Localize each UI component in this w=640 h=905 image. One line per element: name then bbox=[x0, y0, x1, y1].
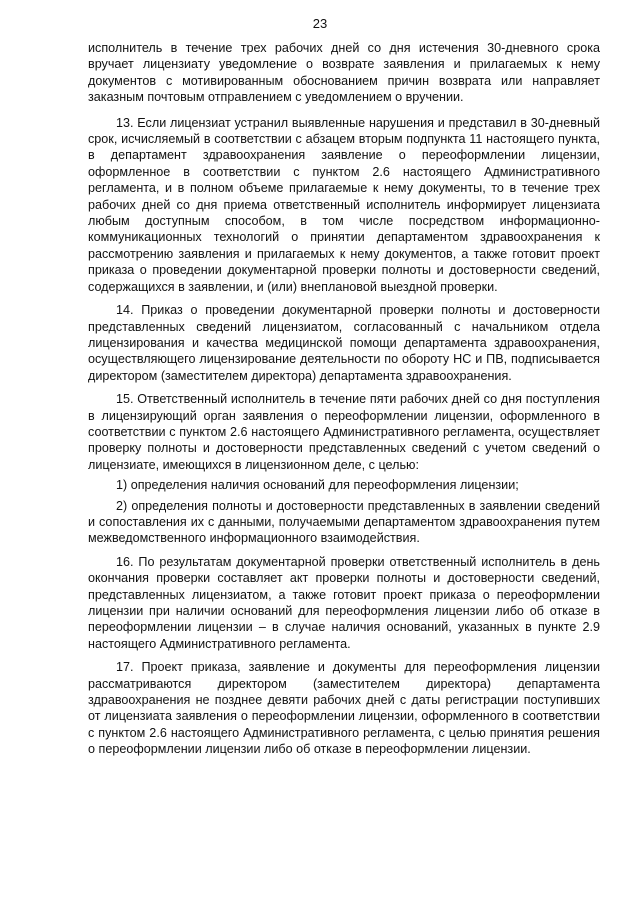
paragraph-14: 14. Приказ о проведении документарной проверки полноты и достоверности представленных сведений лицензиатом, согласованный с начальником отдела лицензирования и качества медицинской помощи департамента здравоохранения, осуществляющего лицензирование деятельности по обороту НС и ПВ, подписывается директором (заместителем директора) департамента здравоохранения. bbox=[88, 303, 600, 383]
page-number: 23 bbox=[312, 16, 328, 31]
paragraph-continuation: исполнитель в течение трех рабочих дней со дня истечения 30-дневного срока вручает лицензиату уведомление о возврате заявления и прилагаемых к нему документов с мотивированным обоснованием причин возврата или направляет заказным почтовым отправлением с уведомлением о вручении. bbox=[88, 41, 600, 105]
paragraph-13: 13. Если лицензиат устранил выявленные нарушения и представил в 30-дневный срок, исчисляемый в соответствии с абзацем вторым подпункта 11 настоящего пункта, в департамент здравоохранения заявление о переоформлении лицензии, оформленное в соответствии с пунктом 2.6 настоящего Административного регламента, и в полном объеме прилагаемые к нему документы, то в течение трех рабочих дней со дня приема ответственный исполнитель информирует лицензиата любым доступным способом, в том числе посредством информационно-коммуникационных технологий о принятии департаментом здравоохранения к рассмотрению заявления и прилагаемых к нему документов, а также готовит проект приказа о проведении документарной проверки полноты и достоверности сведений, содержащихся в заявлении, и (или) внеплановой выездной проверки. bbox=[88, 115, 600, 294]
document-body bbox=[88, 40, 600, 765]
paragraph-16: 16. По результатам документарной проверки ответственный исполнитель в день окончания проверки составляет акт проверки полноты и достоверности сведений, представленных лицензиатом, а также готовит проект приказа о переоформлении лицензии при наличии оснований для переоформления лицензии либо об отказе в переоформлении лицензии – в случае наличия оснований, указанных в пункте 2.9 настоящего Административного регламента. bbox=[88, 554, 600, 651]
list-item-2: 2) определения полноты и достоверности представленных в заявлении сведений и сопоставления их с данными, получаемыми департаментом здравоохранения путем межведомственного информационного взаимодействия. bbox=[88, 498, 600, 546]
list-item-1: 1) определения наличия оснований для переоформления лицензии; bbox=[116, 478, 519, 493]
paragraph-15: 15. Ответственный исполнитель в течение пяти рабочих дней со дня поступления в лицензирующий орган заявления о переоформлении лицензии, оформленного в соответствии с пунктом 2.6 настоящего Административного регламента, осуществляет проверку полноты и достоверности представленных сведений с учетом сведений о лицензиате, имеющихся в лицензионном деле, с целью: bbox=[88, 392, 600, 472]
paragraph-17: 17. Проект приказа, заявление и документы для переоформления лицензии рассматриваются директором (заместителем директора) департамента здравоохранения не позднее девяти рабочих дней с даты регистрации поступивших от лицензиата заявления о переоформлении лицензии, оформленного в соответствии с пунктом 2.6 настоящего Административного регламента, с целью принятия решения о переоформлении лицензии либо об отказе в переоформлении лицензии. bbox=[88, 660, 600, 757]
